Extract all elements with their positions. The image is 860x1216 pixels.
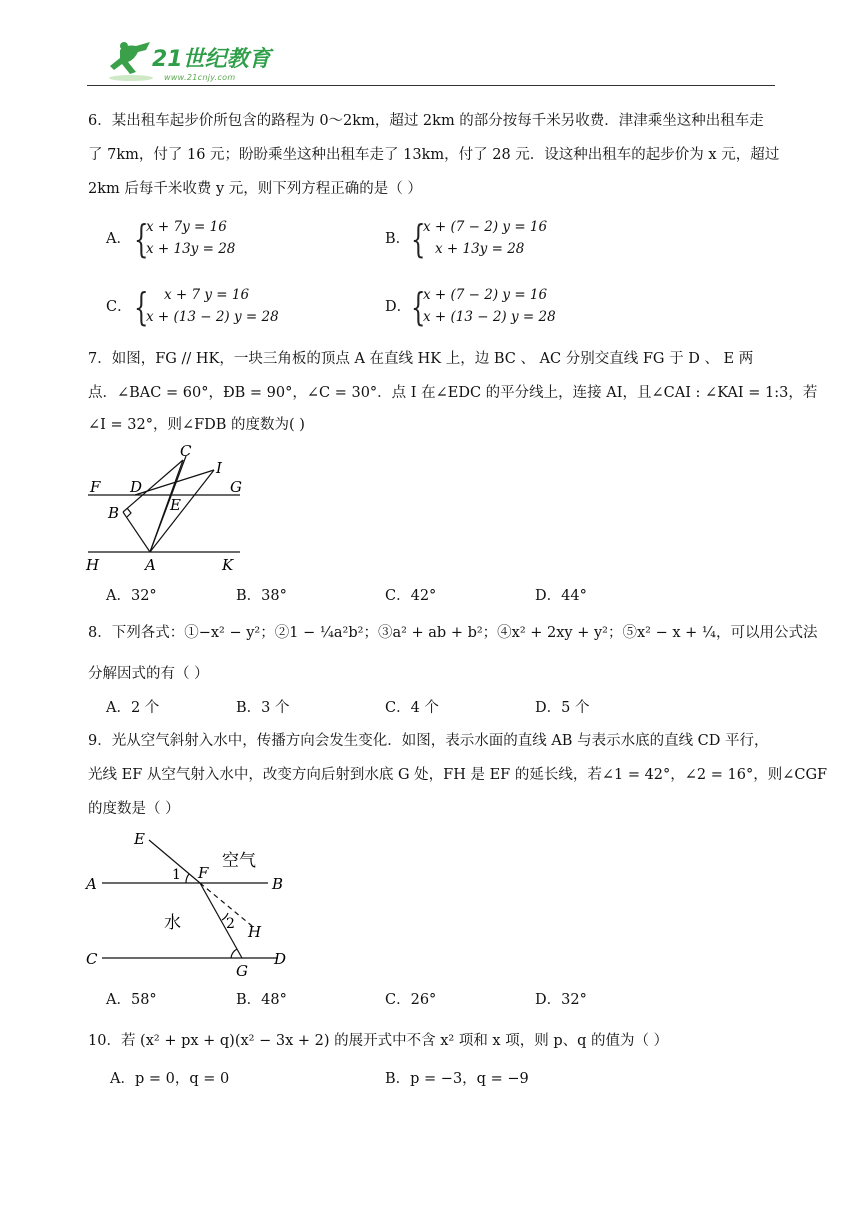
q8-option-c[interactable]: C．4 个 [385,700,439,716]
q6-option-a[interactable] [106,216,366,264]
q6-option-b-label: B． [385,231,411,247]
q9-label-a: A [86,875,97,893]
q6-option-a-eq2: x + 13y = 28 [146,241,236,257]
brace-icon: { [134,285,149,329]
q8-suffix: ，可以用公式法 [715,625,818,641]
q9-line2: 光线 EF 从空气射入水中，改变方向后射到水底 G 处，FH 是 EF 的延长线，若∠1 = 42°，∠2 = 16°，则∠CGF [88,767,828,783]
q6-option-b-eq2: x + 13y = 28 [435,241,525,257]
q6-option-c[interactable] [106,284,366,332]
q9-line3: 的度数是（ ） [88,801,180,817]
q7-option-b[interactable]: B．38° [236,588,287,604]
q9-figure [82,822,297,982]
q6-option-c-eq2: x + (13 − 2) y = 28 [146,309,279,325]
q8-item-4: ④x² + 2xy + y²； [497,625,623,641]
q9-option-d[interactable]: D．32° [535,992,587,1008]
q9-option-b[interactable]: B．48° [236,992,287,1008]
brace-icon: { [134,217,149,261]
q7-option-d[interactable]: D．44° [535,588,587,604]
q8-item-2: ②1 − ¼a²b²； [274,625,378,641]
q7-label-a: A [145,556,156,574]
runner-logo-icon [106,40,156,82]
q6-option-b[interactable] [385,216,645,264]
q7-line2: 点．∠BAC = 60°，ÐB = 90°，∠C = 30°．点 I 在∠EDC 的平分线上，连接 AI，且∠CAI : ∠KAI = 1:3，若 [88,385,818,401]
q9-label-b: B [272,875,284,893]
q7-label-g: G [230,478,242,496]
q10-option-a[interactable]: A．p = 0，q = 0 [110,1071,230,1087]
q6-option-a-label: A． [106,231,131,247]
q9-label-1: 1 [172,867,181,883]
q6-option-d-label: D． [385,299,412,315]
brace-icon: { [411,285,426,329]
q9-option-c[interactable]: C．26° [385,992,437,1008]
q6-option-c-label: C． [106,299,132,315]
q9-label-f: F [198,864,209,882]
q6-option-d-eq1: x + (7 − 2) y = 16 [423,287,548,303]
q7-label-h: H [86,556,100,574]
q6-line2: 了 7km，付了 16 元；盼盼乘坐这种出租车走了 13km，付了 28 元．设这种出租车的起步价为 x 元，超过 [88,147,780,163]
q7-option-c[interactable]: C．42° [385,588,437,604]
q7-option-a[interactable]: A．32° [106,588,157,604]
q7-line1: 7．如图，FG // HK，一块三角板的顶点 A 在直线 HK 上，边 BC 、 AC 分别交直线 FG 于 D 、 E 两 [88,351,754,367]
q7-label-d: D [130,478,143,496]
q6-line1: 6．某出租车起步价所包含的路程为 0～2km，超过 2km 的部分按每千米另收费．津津乘坐这种出租车走 [88,113,764,129]
logo-url: www.21cnjy.com [164,73,236,82]
q8-item-3: ③a² + ab + b²； [377,625,498,641]
q9-option-a[interactable]: A．58° [106,992,157,1008]
logo-title: 21世纪教育 [152,47,271,72]
header-divider [87,85,775,86]
q8-prefix: 8．下列各式： [88,625,185,641]
header-logo [106,40,276,82]
q6-line3: 2km 后每千米收费 y 元，则下列方程正确的是（ ） [88,181,422,197]
q9-label-c: C [86,950,98,968]
q7-label-f: F [90,478,101,496]
q7-label-e: E [170,496,181,514]
q7-line3: ∠I = 32°，则∠FDB 的度数为( ) [88,417,305,433]
q8-item-1: ①−x² − y²； [184,625,275,641]
q9-label-e: E [134,830,145,848]
q6-option-c-eq1: x + 7 y = 16 [164,287,250,303]
q9-label-air: 空气 [222,851,256,871]
q9-label-h: H [248,923,262,941]
q8-option-d[interactable]: D．5 个 [535,700,590,716]
q8-line1 [88,624,817,642]
q8-option-b[interactable]: B．3 个 [236,700,290,716]
q9-label-g: G [236,962,248,980]
q8-option-a[interactable]: A．2 个 [106,700,160,716]
q10-line1: 10．若 (x² + px + q)(x² − 3x + 2) 的展开式中不含 x² 项和 x 项，则 p、q 的值为（ ） [88,1033,669,1049]
q8-item-5: ⑤x² − x + ¼ [622,625,716,641]
q7-label-k: K [222,556,234,574]
q9-label-d: D [274,950,287,968]
q6-option-b-eq1: x + (7 − 2) y = 16 [423,219,548,235]
q7-figure [82,440,252,575]
q9-label-2: 2 [226,916,235,932]
q10-option-b[interactable]: B．p = −3，q = −9 [385,1071,529,1087]
brace-icon: { [411,217,426,261]
q9-line1: 9．光从空气斜射入水中，传播方向会发生变化．如图，表示水面的直线 AB 与表示水底的直线 CD 平行， [88,733,769,749]
q6-option-d-eq2: x + (13 − 2) y = 28 [423,309,556,325]
q6-option-d[interactable] [385,284,645,332]
q7-label-c: C [180,442,192,460]
q8-line2: 分解因式的有（ ） [88,666,209,682]
q6-option-a-eq1: x + 7y = 16 [146,219,227,235]
q9-label-water: 水 [164,913,181,933]
q7-label-i: I [216,459,222,477]
q7-label-b: B [108,504,120,522]
